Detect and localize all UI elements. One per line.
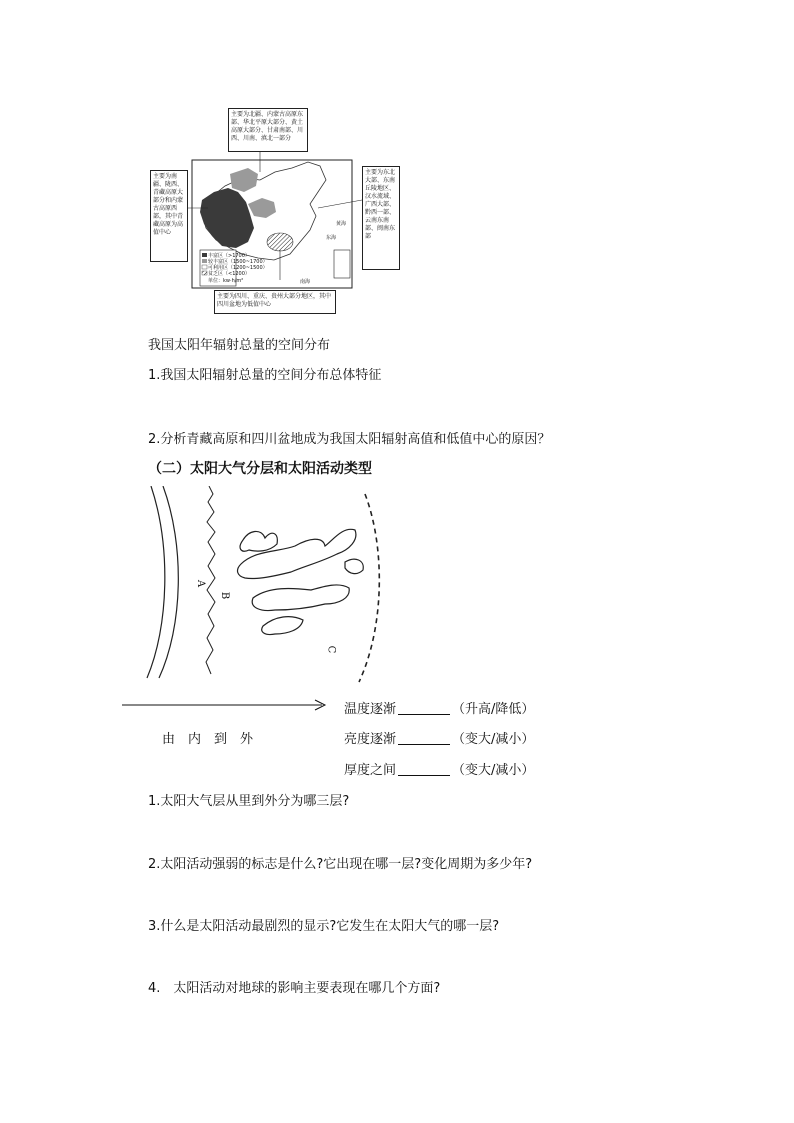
map-caption: 我国太阳年辐射总量的空间分布 <box>148 338 331 353</box>
question-item: 3.什么是太阳活动最剧烈的显示?它发生在太阳大气的哪一层? <box>148 919 500 934</box>
question-item: 2.太阳活动强弱的标志是什么?它出现在哪一层?变化周期为多少年? <box>148 857 533 872</box>
question-2: 2.分析青藏高原和四川盆地成为我国太阳辐射高值和低值中心的原因？ <box>148 432 551 447</box>
map-note-right: 主要为东北大部、东南丘陵地区、汉水流域、广西大部、黔西一部、云南东南部、闽南东部 <box>362 166 400 270</box>
solar-atmosphere-figure <box>145 486 395 686</box>
china-radiation-map-figure <box>150 108 400 318</box>
legend-item: 可利用区（1200~1500） <box>208 265 268 271</box>
fill-row-options: （变大/减小） <box>452 732 535 747</box>
layer-label-c: C <box>325 645 337 654</box>
solar-layers-graphic <box>145 486 395 686</box>
fill-row-thickness <box>344 759 534 778</box>
legend-item: 丰富区（>1700） <box>208 253 250 259</box>
question-item: 1.太阳大气层从里到外分为哪三层? <box>148 794 350 809</box>
layer-label-b: B <box>219 591 231 600</box>
answer-blank[interactable] <box>398 775 450 776</box>
map-note-bottom: 主要为四川、重庆、贵州大部分地区，其中四川盆地为低值中心 <box>214 290 336 314</box>
fill-row-temperature <box>344 698 534 717</box>
sea-label: 东海 <box>326 235 337 241</box>
fill-row-options: （变大/减小） <box>452 763 535 778</box>
fill-row-options: （升高/降低） <box>452 702 535 717</box>
question-item: 4. 太阳活动对地球的影响主要表现在哪几个方面? <box>148 981 441 996</box>
map-note-top: 主要为北疆、内蒙古高原东部、华北平原大部分、黄土高原大部分、甘肃南部、川西、川南、滇北一部分 <box>228 108 308 152</box>
sea-label: 黄海 <box>336 221 347 227</box>
layer-label-a: A <box>195 579 207 588</box>
section-2-title: （二）太阳大气分层和太阳活动类型 <box>148 461 372 477</box>
fill-row-prefix: 温度逐渐 <box>344 702 397 717</box>
answer-blank[interactable] <box>398 744 450 745</box>
arrow-label: 由 内 到 外 <box>162 732 254 747</box>
fill-row-prefix: 亮度逐渐 <box>344 732 397 747</box>
map-note-left: 主要为南疆、陇西、青藏高原大部分和内蒙古高原西部，其中青藏高原为高值中心 <box>150 170 188 262</box>
legend-item: 贫乏区（<1200） <box>208 271 250 277</box>
sea-label: 南海 <box>300 279 311 285</box>
question-1: 1.我国太阳辐射总量的空间分布总体特征 <box>148 368 382 383</box>
legend-item: 较丰富区（1500~1700） <box>208 259 268 265</box>
fill-row-prefix: 厚度之间 <box>344 763 397 778</box>
legend-unit: 单位：kw·h/m² <box>208 278 244 284</box>
inner-to-outer-arrow <box>122 698 332 712</box>
answer-blank[interactable] <box>398 714 450 715</box>
fill-row-brightness <box>344 728 534 747</box>
